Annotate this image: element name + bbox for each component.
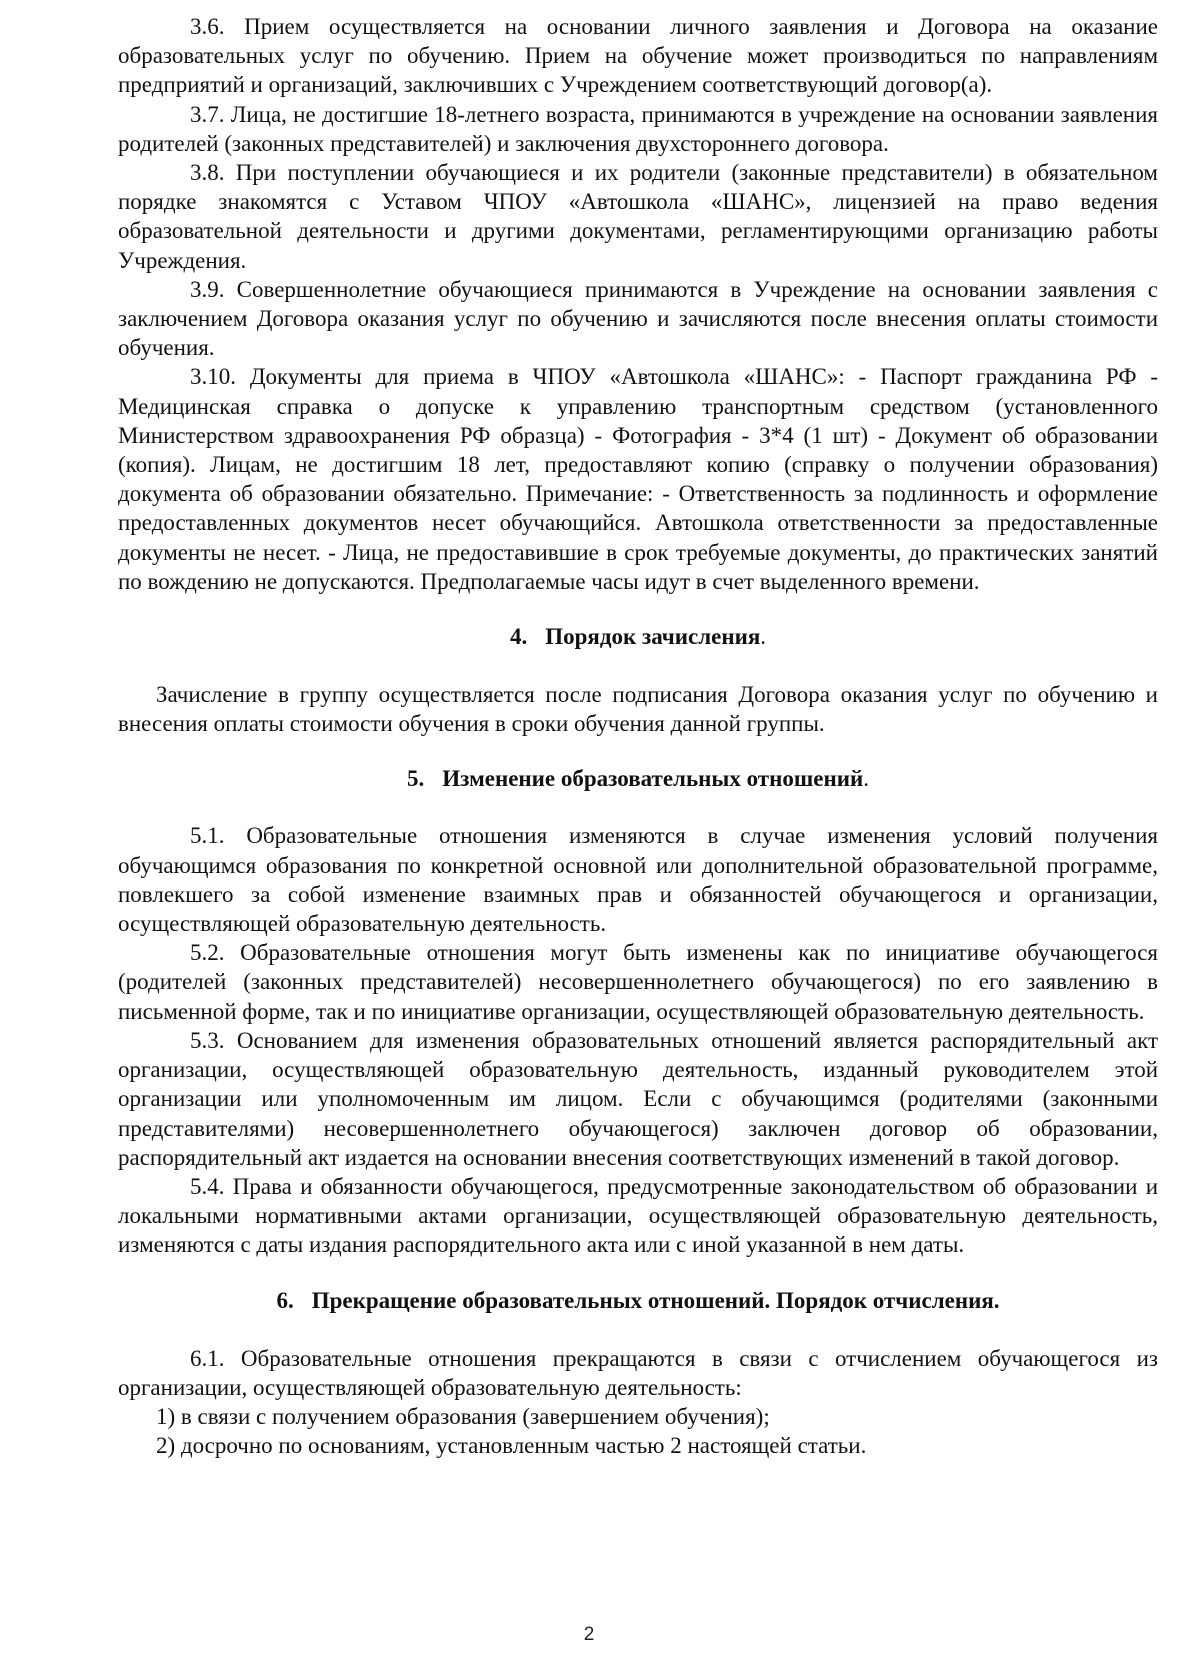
section-5-heading bbox=[118, 764, 1158, 793]
paragraph-6-1: 6.1. Образовательные отношения прекращаются в связи с отчислением обучающегося из организации, осуществляющей образовательную деятельность: bbox=[118, 1345, 1158, 1400]
list-item-2: 2) досрочно по основаниям, установленным частью 2 настоящей статьи. bbox=[156, 1433, 867, 1459]
section-6-heading bbox=[118, 1286, 1158, 1315]
paragraph-3-6: 3.6. Прием осуществляется на основании личного заявления и Договора на оказание образовательных услуг по обучению. Прием на обучение может производиться по направлениям предприятий и организаций, заключивших с Учреждением соответствующий договор(а). bbox=[118, 14, 1158, 98]
paragraph-5-1: 5.1. Образовательные отношения изменяются в случае изменения условий получения обучающимся образования по конкретной основной или дополнительной образовательной программе, повлекшего за собой изменение взаимных прав и обязанностей обучающегося и организации, осуществляющей образовательную деятельность. bbox=[118, 823, 1158, 937]
page-number: 2 bbox=[583, 1624, 595, 1645]
paragraph-3-10: 3.10. Документы для приема в ЧПОУ «Автошкола «ШАНС»: - Паспорт гражданина РФ - Медицинская справка о допуске к управлению транспортным средством (установленного Министерством здравоохранения РФ образца) - Фотография - 3*4 (1 шт) - Документ об образовании (копия). Лицам, не достигшим 18 лет, предоставляют копию (справку о получении образования) документа об образовании обязательно. Примечание: - Ответственность за подлинность и оформление предоставленных документов несет обучающийся. Автошкола ответственности за предоставленные документы не несет. - Лица, не предоставившие в срок требуемые документы, до практических занятий по вождению не допускаются. Предполагаемые часы идут в счет выделенного времени. bbox=[118, 364, 1158, 594]
list-item-1: 1) в связи с получением образования (завершением обучения); bbox=[156, 1403, 770, 1429]
paragraph-5-2: 5.2. Образовательные отношения могут быть изменены как по инициативе обучающегося (родителей (законных представителей) несовершеннолетнего обучающегося) по его заявлению в письменной форме, так и по инициативе организации, осуществляющей образовательную деятельность. bbox=[118, 940, 1158, 1024]
paragraph-5-3: 5.3. Основанием для изменения образовательных отношений является распорядительный акт организации, осуществляющей образовательную деятельность, изданный руководителем этой организации или уполномоченным им лицом. Если с обучающимся (родителями (законными представителями) несовершеннолетнего обучающегося) заключен договор об образовании, распорядительный акт издается на основании внесения соответствующих изменений в такой договор. bbox=[118, 1027, 1158, 1170]
section-5-trail: . bbox=[863, 766, 869, 792]
document-page bbox=[118, 12, 1158, 1460]
paragraph-3-9: 3.9. Совершеннолетние обучающиеся принимаются в Учреждение на основании заявления с заключением Договора оказания услуг по обучению и зачисляются после внесения оплаты стоимости обучения. bbox=[118, 276, 1158, 361]
section-5-title: Изменение образовательных отношений bbox=[442, 766, 864, 792]
paragraph-5-4: 5.4. Права и обязанности обучающегося, предусмотренные законодательством об образовании и локальными нормативными актами организации, осуществляющей образовательную деятельность, изменяются с даты издания распорядительного акта или с иной указанной в нем даты. bbox=[118, 1173, 1158, 1258]
paragraph-3-7: 3.7. Лица, не достигшие 18-летнего возраста, принимаются в учреждение на основании заявления родителей (законных представителей) и заключения двухстороннего договора. bbox=[118, 101, 1158, 156]
paragraph-3-8: 3.8. При поступлении обучающиеся и их родители (законные представители) в обязательном порядке знакомятся с Уставом ЧПОУ «Автошкола «ШАНС», лицензией на право ведения образовательной деятельности и другими документами, регламентирующими организацию работы Учреждения. bbox=[118, 160, 1158, 273]
section-4-number: 4. bbox=[509, 624, 528, 650]
section-4-title: Порядок зачисления bbox=[545, 624, 761, 650]
section-4-text: Зачисление в группу осуществляется после подписания Договора оказания услуг по обучению и внесения оплаты стоимости обучения в сроки обучения данной группы. bbox=[118, 682, 1158, 737]
section-6-number: 6. bbox=[276, 1287, 294, 1313]
section-5-number: 5. bbox=[407, 766, 425, 792]
section-4-heading bbox=[118, 622, 1158, 651]
section-4-trail: . bbox=[760, 624, 767, 650]
section-6-title: Прекращение образовательных отношений. Порядок отчисления. bbox=[311, 1287, 1000, 1313]
